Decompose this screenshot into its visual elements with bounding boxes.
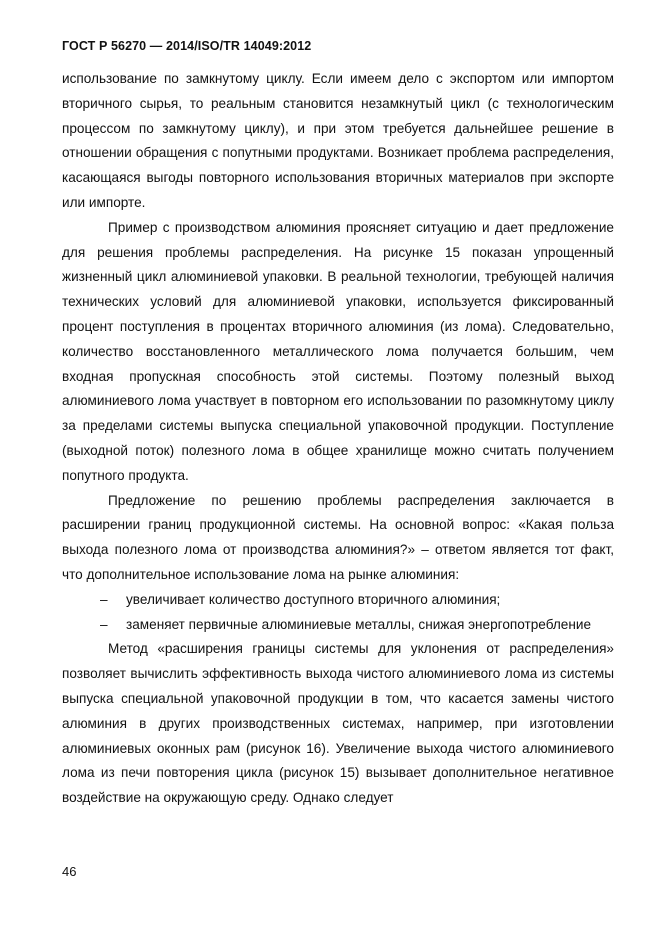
paragraph-aluminium-example: Пример с производством алюминия проясняет ситуацию и дает предложение для решения проблемы распределения. На рисунке 15 показан упрощенный жизненный цикл алюминиевой упаковки. В реальной технологии, требующей наличия технических условий для алюминиевой упаковки, используется фиксированный процент поступления в процентах вторичного алюминия (из лома). Следовательно, количество восстановленного металлического лома получается большим, чем входная пропускная способность этой системы. Поэтому полезный выход алюминиевого лома участвует в повторном его использовании по разомкнутому циклу за пределами системы выпуска специальной упаковочной продукции. Поступление (выходной поток) полезного лома в общее хранилище можно считать получением попутного продукта. [62,219,614,483]
paragraph-method: Метод «расширения границы системы для уклонения от распределения» позволяет вычислить эффективность выхода чистого алюминиевого лома из системы выпуска специальной упаковочной продукции в том, что касается замены чистого алюминия в других производственных системах, например, при изготовлении алюминиевых оконных рам (рисунок 16). Увеличение выхода чистого алюминиевого лома из печи повторения цикла (рисунок 15) вызывает дополнительное негативное воздействие на окружающую среду. Однако следует [62,641,614,806]
list-dash: – [100,616,108,632]
page-number: 46 [62,864,77,879]
list-item-text: заменяет первичные алюминиевые металлы, снижая энергопотребление [126,616,592,632]
paragraph-proposal: Предложение по решению проблемы распределения заключается в расширении границ продукционной системы. На основной вопрос: «Какая польза выхода полезного лома от производства алюминия?» – ответом является тот факт, что дополнительное использование лома на рынке алюминия: [62,492,614,582]
list-item [62,588,614,613]
list-dash: – [100,591,108,607]
document-header: ГОСТ Р 56270 — 2014/ISO/TR 14049:2012 [62,39,312,53]
paragraph-continuation: использование по замкнутому циклу. Если имеем дело с экспортом или импортом вторичного сырья, то реальным становится незамкнутый цикл (с технологическим процессом по замкнутому циклу), и при этом требуется дальнейшее решение в отношении обращения с попутными продуктами. Возникает проблема распределения, касающаяся выгоды повторного использования вторичных материалов при экспорте или импорте. [62,71,614,210]
list-item [62,613,614,638]
document-body [62,67,614,811]
list-item-text: увеличивает количество доступного вторичного алюминия; [126,591,501,607]
